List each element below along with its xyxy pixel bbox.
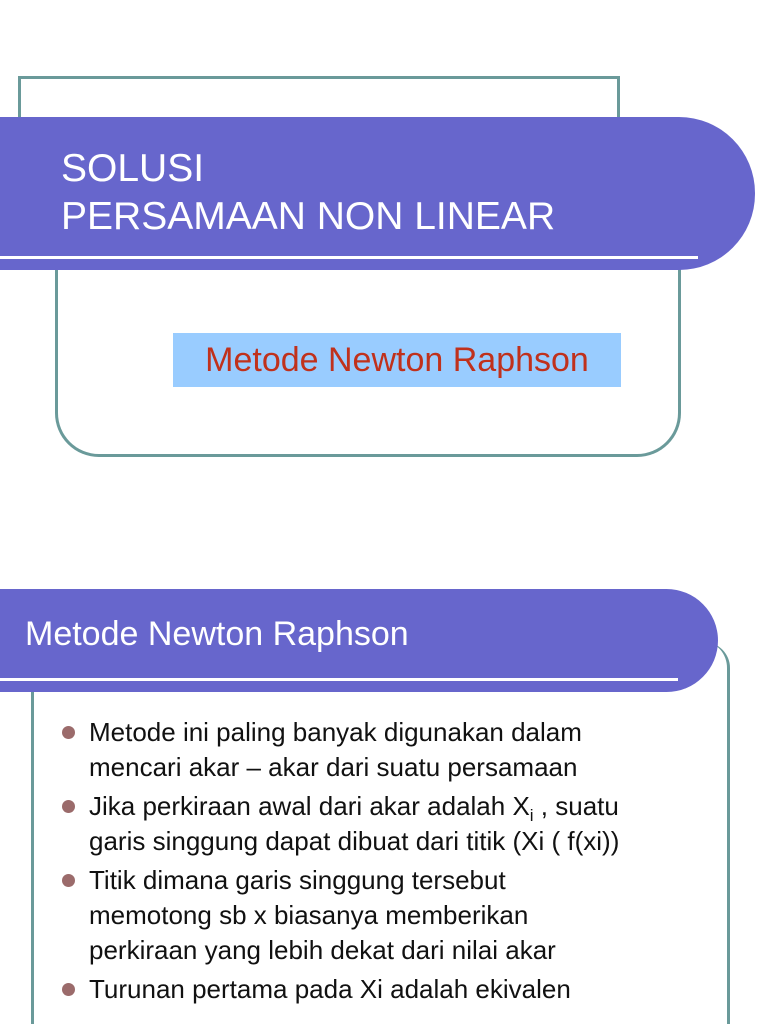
bullet-text-line: mencari akar – akar dari suatu persamaan <box>89 752 578 782</box>
title-banner-underline <box>0 256 698 259</box>
bullet-text: Jika perkiraan awal dari akar adalah X <box>89 791 530 821</box>
bullet-dot-icon <box>62 983 75 996</box>
content-banner-underline <box>0 678 678 681</box>
bullet-dot-icon <box>62 800 75 813</box>
bullet-dot-icon <box>62 874 75 887</box>
bullet-item <box>62 863 722 968</box>
bullet-text-line: garis singgung dapat dibuat dari titik (Xi ( f(xi)) <box>89 826 620 856</box>
slide-title <box>61 145 555 241</box>
slide-title-line-2: PERSAMAAN NON LINEAR <box>61 195 556 238</box>
bullet-text-line <box>89 789 722 824</box>
bullet-item <box>62 789 722 859</box>
bullet-text: , suatu <box>533 791 619 821</box>
slide-title-line-1: SOLUSI <box>61 147 205 190</box>
content-title: Metode Newton Raphson <box>25 615 409 653</box>
bullet-text-line: Turunan pertama pada Xi adalah ekivalen <box>89 974 571 1004</box>
bullet-dot-icon <box>62 726 75 739</box>
bullet-text-line: perkiraan yang lebih dekat dari nilai akar <box>89 935 556 965</box>
content-slide <box>0 512 768 1024</box>
bullet-text-line: Metode ini paling banyak digunakan dalam <box>89 717 582 747</box>
slide-subtitle: Metode Newton Raphson <box>173 333 621 387</box>
bullet-item <box>62 715 722 785</box>
bullet-text-line: memotong sb x biasanya memberikan <box>89 900 529 930</box>
bullet-list <box>62 715 722 1011</box>
bullet-item <box>62 972 722 1007</box>
bullet-text-line: Titik dimana garis singgung tersebut <box>89 865 506 895</box>
subscript-i: i <box>529 806 534 826</box>
